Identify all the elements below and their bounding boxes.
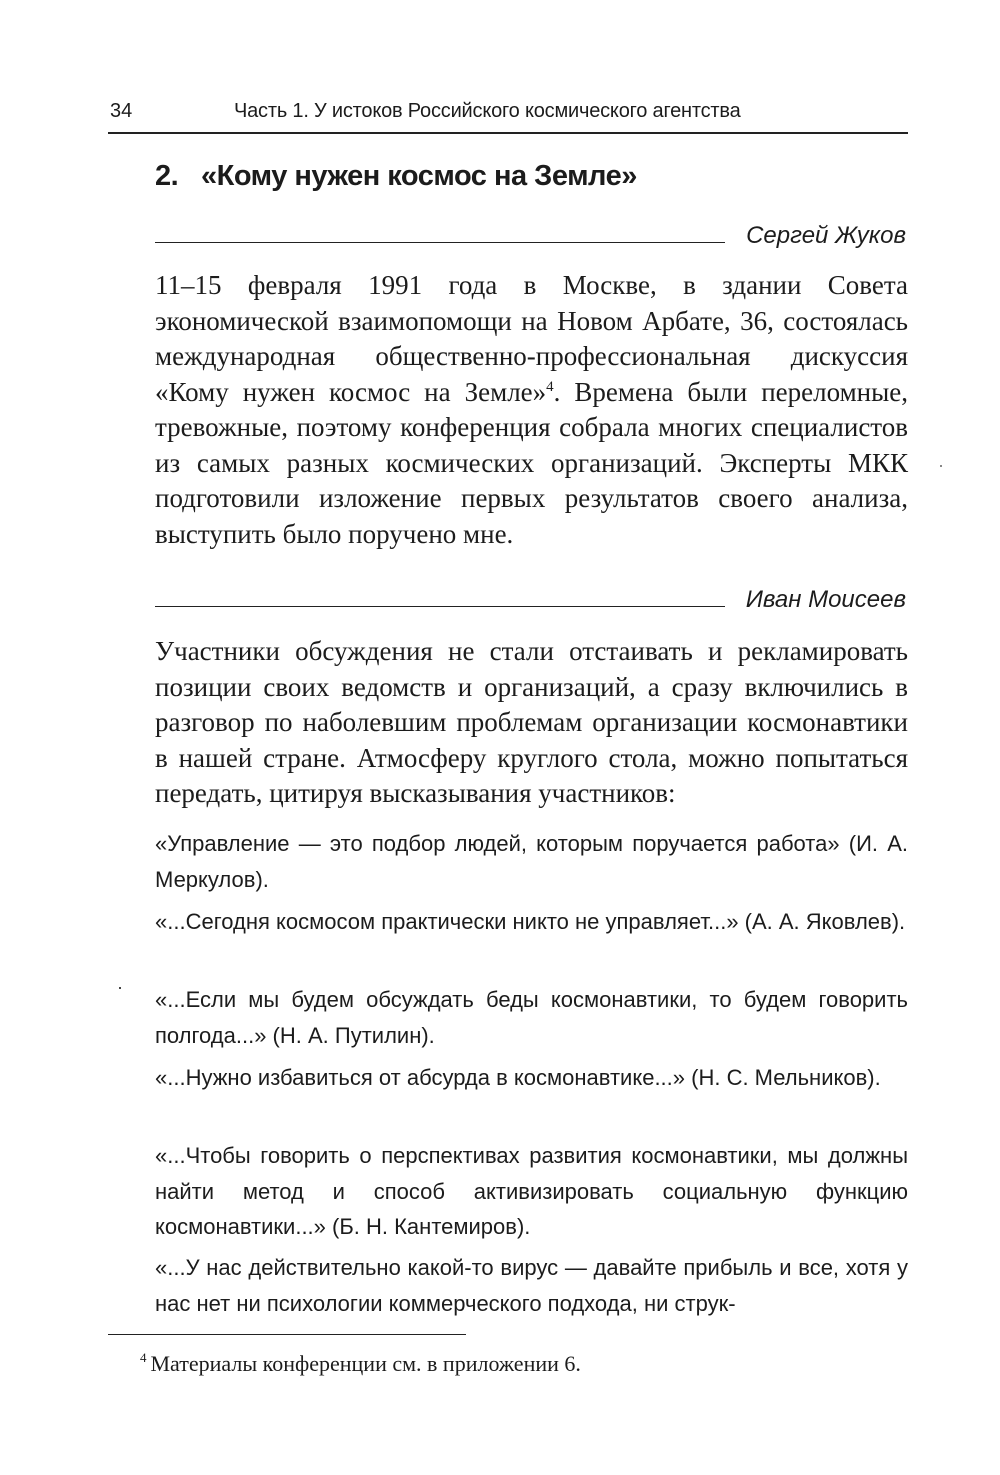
chapter-number: 2. xyxy=(155,160,179,192)
author-rule xyxy=(155,242,725,243)
quote-1: «Управление — это подбор людей, которым поручается работа» (И. А. Меркулов). xyxy=(155,831,908,892)
running-title: Часть 1. У истоков Российского космического агентства xyxy=(234,100,741,122)
quote-2: «...Сегодня космосом практически никто не управляет...» (А. А. Яковлев). xyxy=(155,909,906,934)
scan-speck xyxy=(940,465,942,467)
author-rule xyxy=(155,606,725,607)
quote-5: «...Чтобы говорить о перспективах развития космонавтики, мы должны найти метод и способ активизировать социальную функцию космонавтики...» (Б. Н. Кантемиров). xyxy=(155,1143,908,1239)
footnote-ref[interactable]: 4 xyxy=(546,378,554,395)
paragraph-2: Участники обсуждения не стали отстаивать и рекламировать позиции своих ведомств и организаций, а сразу включились в разговор по наболевшим проблемам организации космонавтики в нашей стране. Атмосферу круглого стола, можно попытаться передать, цитируя высказывания участников: xyxy=(155,636,908,808)
quote-6: «...У нас действительно какой-то вирус — давайте прибыль и все, хотя у нас нет ни психологии коммерческого подхода, ни струк- xyxy=(155,1255,908,1316)
author-name-1: Сергей Жуков xyxy=(746,222,906,249)
paragraph-1 xyxy=(155,268,908,552)
author-line-2 xyxy=(155,586,908,622)
chapter-heading xyxy=(155,160,637,193)
footnote-rule xyxy=(108,1334,466,1335)
page-number: 34 xyxy=(110,100,133,122)
footnote xyxy=(140,1351,581,1377)
paragraph-1-text-cont: . Времена были переломные, тревожные, поэтому конференция собрала многих специалистов из самых разных космических организаций. Эксперты МКК подготовили изложение первых результатов своего анализа, выступить было поручено мне. xyxy=(155,376,908,549)
footnote-text: Материалы конференции см. в приложении 6. xyxy=(150,1351,581,1376)
page-header xyxy=(108,98,908,134)
scan-speck xyxy=(119,987,121,989)
author-line-1 xyxy=(155,222,908,258)
paragraph-1-text: 11–15 февраля 1991 года в Москве, в здании Совета экономической взаимопомощи на Новом Арбате, 36, состоялась международная общественно-профессиональная дискуссия «Кому нужен космос на Земле» xyxy=(155,270,908,407)
quote-4: «...Нужно избавиться от абсурда в космонавтике...» (Н. С. Мельников). xyxy=(155,1065,881,1090)
author-name-2: Иван Моисеев xyxy=(745,586,906,613)
quote-3: «...Если мы будем обсуждать беды космонавтики, то будем говорить полгода...» (Н. А. Путилин). xyxy=(155,987,908,1048)
footnote-number: 4 xyxy=(140,1350,147,1365)
chapter-title: «Кому нужен космос на Земле» xyxy=(201,160,637,192)
